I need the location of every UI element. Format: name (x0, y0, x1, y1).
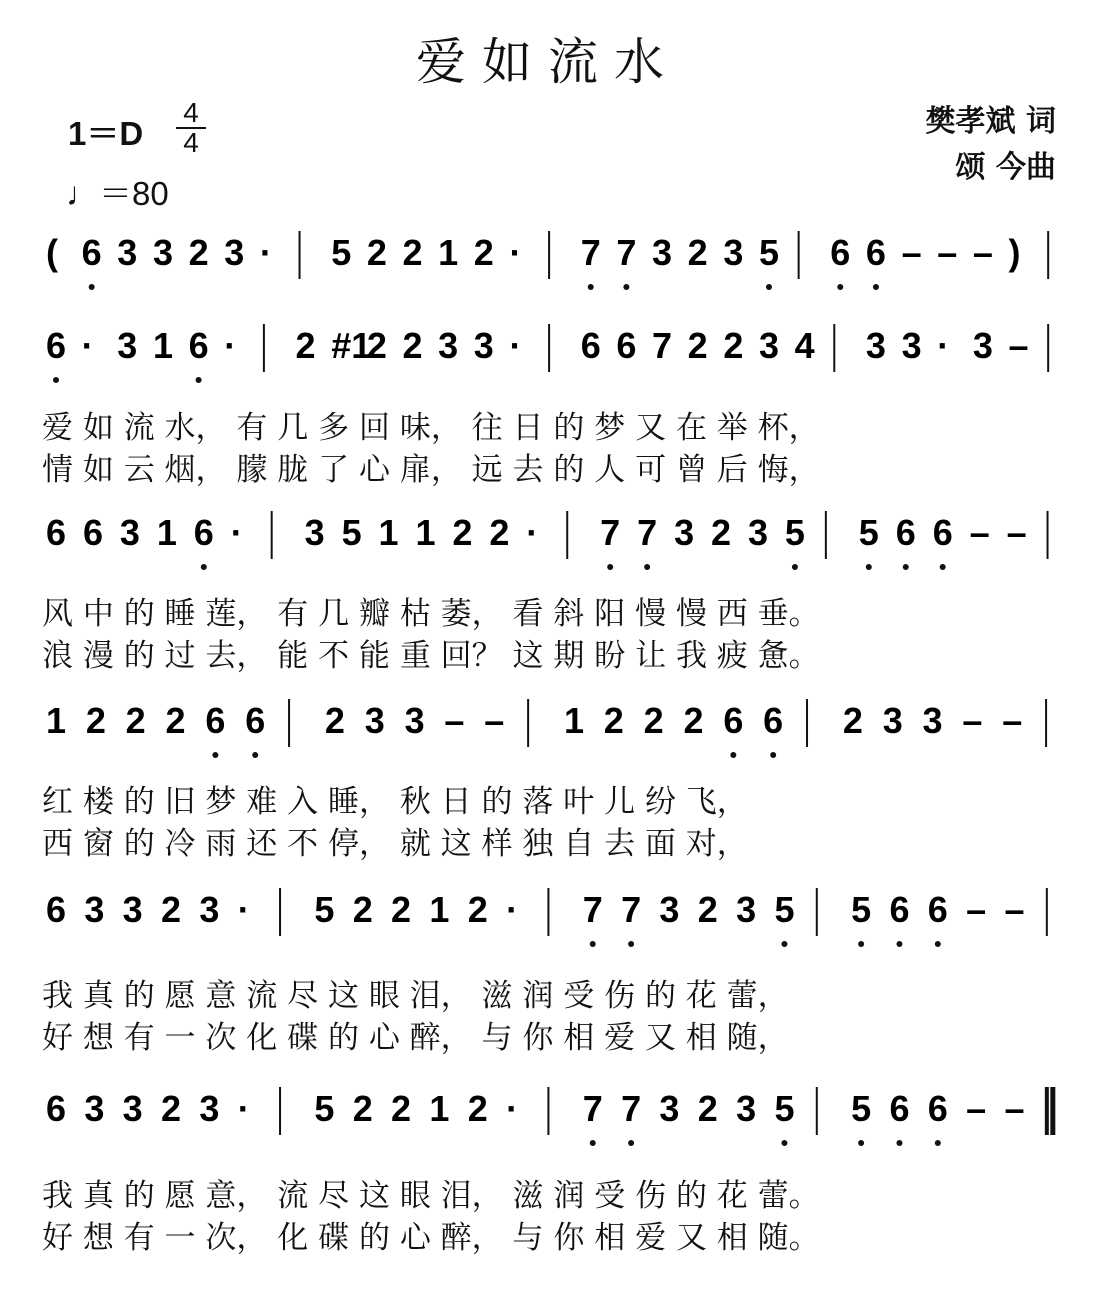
note: 2 (161, 889, 182, 930)
note: 6 (81, 232, 102, 273)
note: 3 (364, 700, 385, 741)
note: 7 (621, 1088, 642, 1129)
note: 3 (972, 325, 993, 366)
notation-row (46, 511, 1048, 570)
low-octave-dot (766, 284, 772, 290)
note: · (259, 232, 272, 273)
lyric-line: 西 窗 的 冷 雨 还 不 停， 就 这 样 独 自 去 面 对， (42, 826, 748, 862)
note: · (230, 512, 243, 553)
note: 2 (489, 512, 510, 553)
note: 6 (245, 700, 266, 741)
note: 2 (324, 700, 345, 741)
low-octave-dot (588, 284, 594, 290)
note: 6 (580, 325, 601, 366)
lyric-line: 我 真 的 愿 意 流 尽 这 眼 泪， 滋 润 受 伤 的 花 蕾， (42, 978, 789, 1014)
note: 3 (199, 889, 220, 930)
lyric-line: 好 想 有 一 次 化 碟 的 心 醉， 与 你 相 爱 又 相 随， (42, 1020, 789, 1056)
notation-row (46, 324, 1048, 383)
note: · (506, 889, 519, 930)
note: 5 (774, 889, 795, 930)
note: 2 (391, 889, 412, 930)
note: 2 (366, 325, 387, 366)
note: 1 (563, 700, 584, 741)
key-signature: 1＝D (68, 115, 144, 152)
note: 6 (932, 512, 953, 553)
note: 2 (687, 325, 708, 366)
note: 5 (858, 512, 879, 553)
note: 2 (711, 512, 732, 553)
note: 2 (85, 700, 106, 741)
low-octave-dot (935, 1140, 941, 1146)
tempo-marking: ♩＝80 (66, 175, 169, 212)
note: 4 (794, 325, 815, 366)
note: · (937, 325, 950, 366)
note: – (969, 512, 990, 553)
note: 6 (763, 700, 784, 741)
note: – (1008, 325, 1029, 366)
note: 3 (736, 889, 757, 930)
low-octave-dot (623, 284, 629, 290)
note: – (972, 232, 993, 273)
note: 1 (429, 889, 450, 930)
note: 5 (851, 889, 872, 930)
note: 6 (46, 512, 67, 553)
note: 6 (927, 1088, 948, 1129)
note: 6 (723, 700, 744, 741)
note: 1 (415, 512, 436, 553)
lyric-line: 爱 如 流 水， 有 几 多 回 味， 往 日 的 梦 又 在 举 杯， (42, 410, 820, 446)
note: 7 (580, 232, 601, 273)
note: 3 (723, 232, 744, 273)
note: – (962, 700, 983, 741)
notation-row (46, 1087, 1053, 1146)
note: 2 (165, 700, 186, 741)
note: 3 (119, 512, 140, 553)
note: 6 (616, 325, 637, 366)
note: 2 (452, 512, 473, 553)
note: 6 (82, 512, 103, 553)
note: · (237, 1088, 250, 1129)
note: 2 (352, 889, 373, 930)
note: – (901, 232, 922, 273)
lyricist-credit: 樊孝斌 词 (925, 104, 1056, 139)
low-octave-dot (858, 941, 864, 947)
note: 3 (659, 889, 680, 930)
note: · (509, 325, 522, 366)
note: – (484, 700, 505, 741)
note: 3 (438, 325, 459, 366)
note: · (526, 512, 539, 553)
note: 3 (674, 512, 695, 553)
note: 6 (46, 1088, 67, 1129)
note: 7 (582, 889, 603, 930)
time-signature-top: 4 (183, 97, 199, 128)
notation-row (46, 888, 1047, 947)
note: 6 (830, 232, 851, 273)
note: 6 (205, 700, 226, 741)
low-octave-dot (781, 1140, 787, 1146)
note: 3 (758, 325, 780, 366)
low-octave-dot (607, 564, 613, 570)
note: 1 (46, 700, 67, 741)
lyric-line: 浪 漫 的 过 去， 能 不 能 重 回？ 这 期 盼 让 我 疲 惫。 (42, 638, 820, 674)
note: 2 (366, 232, 387, 273)
low-octave-dot (792, 564, 798, 570)
note: 2 (295, 325, 316, 366)
lyric-line: 风 中 的 睡 莲， 有 几 瓣 枯 萎， 看 斜 阳 慢 慢 西 垂。 (42, 596, 820, 632)
note: 7 (582, 1088, 603, 1129)
note: 3 (304, 512, 325, 553)
note: 7 (600, 512, 621, 553)
composer-credit: 颂 今曲 (955, 150, 1056, 185)
note: 3 (865, 325, 886, 366)
note: 3 (922, 700, 943, 741)
note: 5 (331, 232, 352, 273)
note: 1 (438, 232, 459, 273)
note: 6 (188, 325, 209, 366)
note: 1 (156, 512, 177, 553)
lyric-line: 我 真 的 愿 意， 流 尽 这 眼 泪， 滋 润 受 伤 的 花 蕾。 (42, 1178, 820, 1214)
low-octave-dot (89, 284, 95, 290)
note: 3 (122, 1088, 143, 1129)
note: 2 (402, 232, 423, 273)
note: 6 (927, 889, 948, 930)
note: 7 (652, 325, 673, 366)
note: 3 (117, 325, 138, 366)
low-octave-dot (201, 564, 207, 570)
low-octave-dot (644, 564, 650, 570)
note: – (937, 232, 958, 273)
note: 2 (352, 1088, 373, 1129)
low-octave-dot (590, 941, 596, 947)
note: – (966, 889, 987, 930)
low-octave-dot (896, 941, 902, 947)
note: 2 (683, 700, 704, 741)
time-signature-bottom: 4 (183, 127, 199, 158)
note: · (224, 325, 237, 366)
note: 7 (616, 232, 637, 273)
note: 7 (621, 889, 642, 930)
note: 2 (473, 232, 494, 273)
low-octave-dot (730, 752, 736, 758)
note: 2 (391, 1088, 412, 1129)
low-octave-dot (940, 564, 946, 570)
note: – (966, 1088, 987, 1129)
note: 6 (889, 889, 910, 930)
note: 3 (736, 1088, 757, 1129)
note: 3 (117, 232, 138, 273)
notation-row (46, 699, 1046, 758)
note: 2 (842, 700, 863, 741)
note: 3 (122, 889, 143, 930)
low-octave-dot (53, 377, 59, 383)
note: 2 (643, 700, 664, 741)
note: 3 (652, 232, 673, 273)
low-octave-dot (212, 752, 218, 758)
note: ( (46, 232, 58, 273)
note: – (1002, 700, 1023, 741)
note: 5 (314, 1088, 335, 1129)
note: ) (1008, 232, 1021, 273)
note: 3 (404, 700, 425, 741)
low-octave-dot (935, 941, 941, 947)
low-octave-dot (252, 752, 258, 758)
lyric-line: 好 想 有 一 次， 化 碟 的 心 醉， 与 你 相 爱 又 相 随。 (42, 1220, 820, 1256)
low-octave-dot (903, 564, 909, 570)
note: 1 (152, 325, 173, 366)
notation-row (46, 231, 1048, 290)
low-octave-dot (628, 1140, 634, 1146)
note: – (1004, 1088, 1025, 1129)
low-octave-dot (770, 752, 776, 758)
low-octave-dot (781, 941, 787, 947)
lyric-line: 情 如 云 烟， 朦 胧 了 心 扉， 远 去 的 人 可 曾 后 悔， (42, 452, 820, 488)
note: 2 (723, 325, 744, 366)
note: 2 (603, 700, 624, 741)
note: 3 (84, 1088, 105, 1129)
note: 3 (882, 700, 903, 741)
note: 5 (341, 512, 362, 553)
note: 3 (152, 232, 173, 273)
note: · (237, 889, 250, 930)
note: 3 (747, 512, 768, 553)
low-octave-dot (873, 284, 879, 290)
note: · (506, 1088, 519, 1129)
low-octave-dot (837, 284, 843, 290)
note: 5 (851, 1088, 872, 1129)
low-octave-dot (628, 941, 634, 947)
note: 6 (193, 512, 214, 553)
note: 3 (659, 1088, 680, 1129)
note: 1 (429, 1088, 450, 1129)
low-octave-dot (858, 1140, 864, 1146)
note: 3 (901, 325, 922, 366)
note: 2 (125, 700, 146, 741)
note: 7 (637, 512, 658, 553)
note: #1 (331, 325, 372, 366)
low-octave-dot (590, 1140, 596, 1146)
note: 2 (402, 325, 423, 366)
note: 5 (784, 512, 805, 553)
note: 2 (697, 889, 718, 930)
note: 6 (46, 889, 67, 930)
note: 2 (687, 232, 708, 273)
note: 6 (865, 232, 886, 273)
note: 3 (224, 232, 245, 273)
note: 6 (46, 325, 67, 366)
note: 2 (188, 232, 209, 273)
low-octave-dot (896, 1140, 902, 1146)
note: 5 (314, 889, 335, 930)
note: 3 (473, 325, 494, 366)
note: 3 (199, 1088, 220, 1129)
note: 2 (467, 889, 488, 930)
note: 2 (467, 1088, 488, 1129)
note: 3 (84, 889, 105, 930)
note: 2 (161, 1088, 182, 1129)
note: – (1004, 889, 1025, 930)
note: 5 (758, 232, 780, 273)
note: 1 (378, 512, 399, 553)
note: 5 (774, 1088, 795, 1129)
note: 2 (697, 1088, 718, 1129)
note: · (509, 232, 522, 273)
low-octave-dot (196, 377, 202, 383)
note: · (81, 325, 94, 366)
song-title: 爱如流水 (416, 33, 680, 91)
lyric-line: 红 楼 的 旧 梦 难 入 睡， 秋 日 的 落 叶 儿 纷 飞， (42, 784, 748, 820)
low-octave-dot (866, 564, 872, 570)
note: 6 (895, 512, 916, 553)
note: – (1006, 512, 1027, 553)
note: 6 (889, 1088, 910, 1129)
note: – (444, 700, 465, 741)
